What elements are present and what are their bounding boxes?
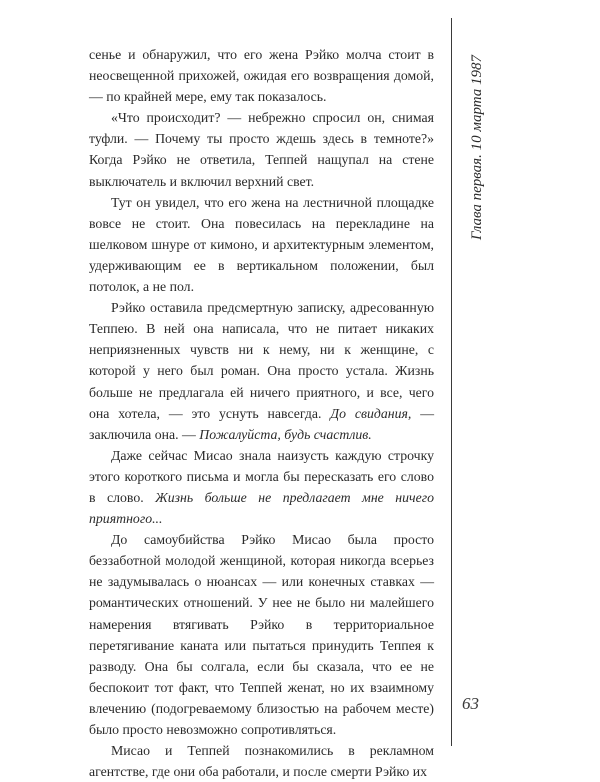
paragraph-text: Мисао и Теппей познакомились в рекламном агентстве, где они оба работали, и после смерти Рэйко их [89, 743, 434, 780]
paragraph [89, 107, 434, 191]
body-text [89, 44, 434, 782]
paragraph-text: «Что происходит? — небрежно спросил он, снимая туфли. — Почему ты просто ждешь здесь в темноте?» Когда Рэйко не ответила, Теппей нащупал на стене выключатель и включил верхний свет. [89, 110, 434, 189]
paragraph [89, 192, 434, 297]
paragraph-italic-text: Пожалуйста, будь счастлив. [199, 426, 372, 442]
paragraph-italic-text: Жизнь больше не предлагает мне ничего приятного... [89, 489, 434, 527]
page-number: 63 [462, 694, 479, 713]
paragraph-text: Рэйко оставила предсмертную записку, адресованную Теппею. В ней она написала, что не питает никаких неприязненных чувств ни к нему, ни к женщине, с которой у него был роман. Она просто устала. Жизнь больше не предлагала ей ничего приятного, и все, чего она хотела, — это уснуть навсегда. [89, 300, 434, 421]
margin-divider [451, 18, 452, 746]
running-head: Глава первая. 10 марта 1987 [469, 54, 485, 240]
paragraph-text: сенье и обнаружил, что его жена Рэйко молча стоит в неосвещенной прихожей, ожидая его возвращения домой, — по крайней мере, ему так показалось. [89, 47, 434, 105]
paragraph-text: Тут он увидел, что его жена на лестничной площадке вовсе не стоит. Она повесилась на перекладине на шелковом шнуре от кимоно, и архитектурным элементом, удерживающим ее в вертикальном положении, был потолок, а не пол. [89, 194, 434, 295]
paragraph-italic-text: До свидания, [330, 405, 412, 421]
paragraph [89, 44, 434, 107]
paragraph-text: Даже сейчас Мисао знала наизусть каждую строчку этого короткого письма и могла бы пересказать его слово в слово. [89, 447, 434, 505]
paragraph [89, 529, 434, 740]
paragraph-text: До самоубийства Рэйко Мисао была просто беззаботной молодой женщиной, которая никогда всерьез не задумывалась о нюансах — или конечных ставках — романтических отношений. У нее не было ни малейшего намерения втягивать Рэйко в территориальное перетягивание каната или пытаться принудить Теппея к разводу. Она бы солгала, если бы сказала, что ее не беспокоит тот факт, что Теппей женат, но их взаимному влечению (подогреваемому близостью на рабочем месте) было просто невозможно сопротивляться. [89, 532, 434, 737]
paragraph [89, 297, 434, 445]
paragraph-text: — заключила она. — [89, 405, 435, 442]
paragraph [89, 445, 434, 529]
paragraph [89, 740, 434, 782]
